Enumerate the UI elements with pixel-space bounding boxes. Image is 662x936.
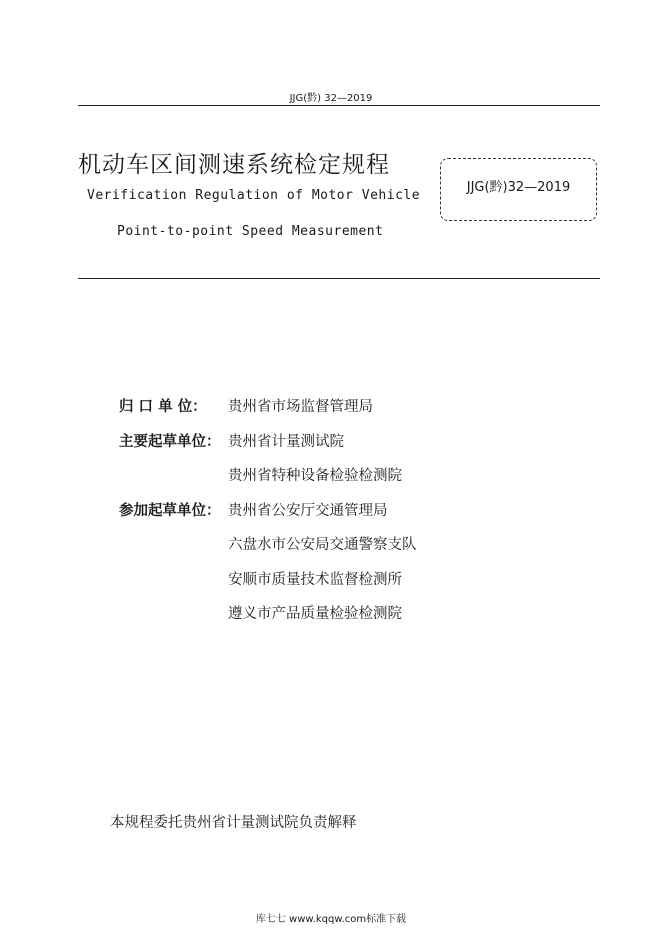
- org-row-participating-drafter: [119, 533, 599, 568]
- org-row-participating-drafter: [119, 568, 599, 603]
- organization-list: [119, 395, 599, 637]
- standard-code-box: [440, 158, 597, 221]
- title-english-line1: Verification Regulation of Motor Vehicle: [87, 188, 421, 203]
- org-row-participating-drafter: [119, 602, 599, 637]
- org-value: 六盘水市公安局交通警察支队: [228, 537, 417, 553]
- org-row-main-drafter: [119, 430, 599, 465]
- org-value: 贵州省计量测试院: [228, 433, 344, 450]
- org-label-gui-kou: 归 口 单 位：: [119, 399, 207, 415]
- org-value: 贵州省特种设备检验检测院: [228, 468, 402, 484]
- org-value: 遵义市产品质量检验检测院: [228, 606, 402, 622]
- org-row-gui-kou: [119, 395, 599, 430]
- footer-watermark: 库七七 www.kqqw.com标准下载: [255, 914, 407, 925]
- org-label-participating-drafters: 参加起草单位：: [119, 502, 221, 519]
- title-english-line2: Point-to-point Speed Measurement: [117, 224, 384, 239]
- org-label-main-drafters: 主要起草单位：: [119, 433, 221, 450]
- org-value: 安顺市质量技术监督检测所: [228, 571, 402, 588]
- org-value: 贵州省公安厅交通管理局: [228, 502, 388, 519]
- org-row-participating-drafter: [119, 499, 599, 534]
- standard-code: JJG(黔)32—2019: [466, 180, 571, 195]
- title-chinese: 机动车区间测速系统检定规程: [78, 152, 390, 178]
- header-code: JJG(黔) 32—2019: [289, 93, 373, 104]
- interpretation-note: 本规程委托贵州省计量测试院负责解释: [110, 815, 357, 831]
- org-row-main-drafter: [119, 464, 599, 499]
- middle-divider: [78, 278, 600, 279]
- top-divider: [78, 105, 600, 106]
- org-value: 贵州省市场监督管理局: [228, 399, 373, 415]
